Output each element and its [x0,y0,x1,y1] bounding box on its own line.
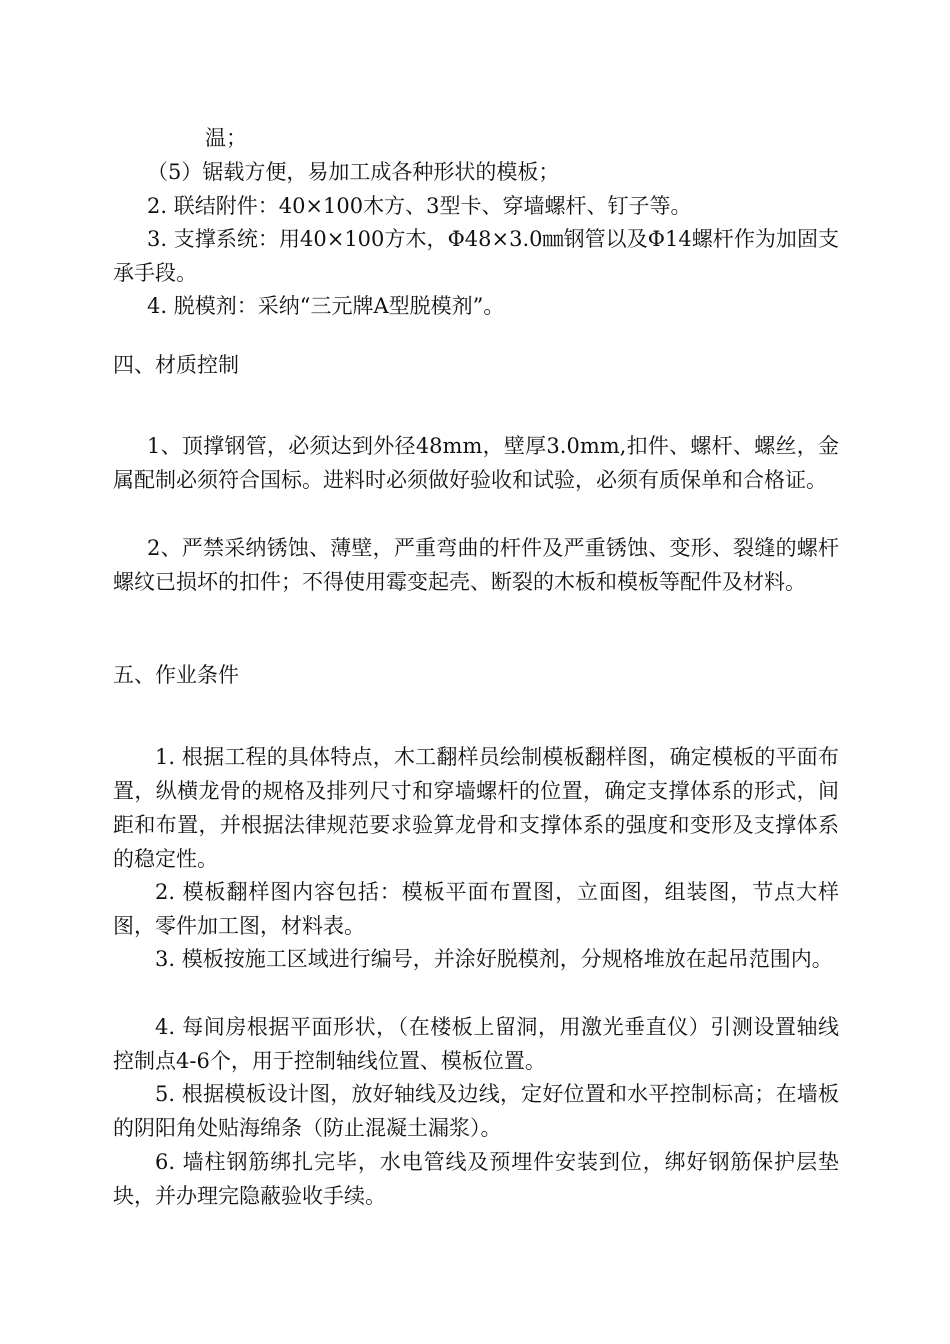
section-5-item-3: 3. 模板按施工区域进行编号，并涂好脱模剂，分规格堆放在起吊范围内。 [155,947,833,971]
section-4-item-1: 1、顶撑钢管，必须达到外径48mm，壁厚3.0mm,扣件、螺杆、螺丝，金属配制必须符合国标。进料时必须做好验收和试验，必须有质保单和合格证。 [113,434,839,492]
section-4-item-2: 2、严禁采纳锈蚀、薄壁，严重弯曲的杆件及严重锈蚀、变形、裂缝的螺杆螺纹已损坏的扣件；不得使用霉变起壳、断裂的木板和模板等配件及材料。 [113,536,839,594]
section-5-item-6: 6. 墙柱钢筋绑扎完毕，水电管线及预埋件安装到位，绑好钢筋保护层垫块，并办理完隐蔽验收手续。 [113,1150,839,1208]
item-5: （5）锯载方便，易加工成各种形状的模板； [147,160,560,184]
section-4-title: 四、材质控制 [113,353,239,377]
section-5-item-2: 2. 模板翻样图内容包括：模板平面布置图，立面图，组装图，节点大样图，零件加工图，材料表。 [113,880,839,938]
material-item-3: 3. 支撑系统：用40×100方木，Φ48×3.0㎜钢管以及Φ14螺杆作为加固支承手段。 [113,227,839,285]
section-5-title: 五、作业条件 [113,663,239,687]
section-5-item-5: 5. 根据模板设计图，放好轴线及边线，定好位置和水平控制标高；在墙板的阴阳角处贴海绵条（防止混凝土漏浆）。 [113,1082,839,1140]
material-item-4: 4. 脱模剂：采纳“三元牌A型脱模剂”。 [147,294,505,318]
continued-line: 温； [205,126,247,150]
section-5-item-1: 1. 根据工程的具体特点，木工翻样员绘制模板翻样图，确定模板的平面布置，纵横龙骨的规格及排列尺寸和穿墙螺杆的位置，确定支撑体系的形式，间距和布置，并根据法律规范要求验算龙骨和支撑体系的强度和变形及支撑体系的稳定性。 [113,745,839,871]
material-item-2: 2. 联结附件：40×100木方、3型卡、穿墙螺杆、钉子等。 [147,194,692,218]
section-5-item-4: 4. 每间房根据平面形状，（在楼板上留洞，用激光垂直仪）引测设置轴线控制点4-6个，用于控制轴线位置、模板位置。 [113,1015,839,1073]
